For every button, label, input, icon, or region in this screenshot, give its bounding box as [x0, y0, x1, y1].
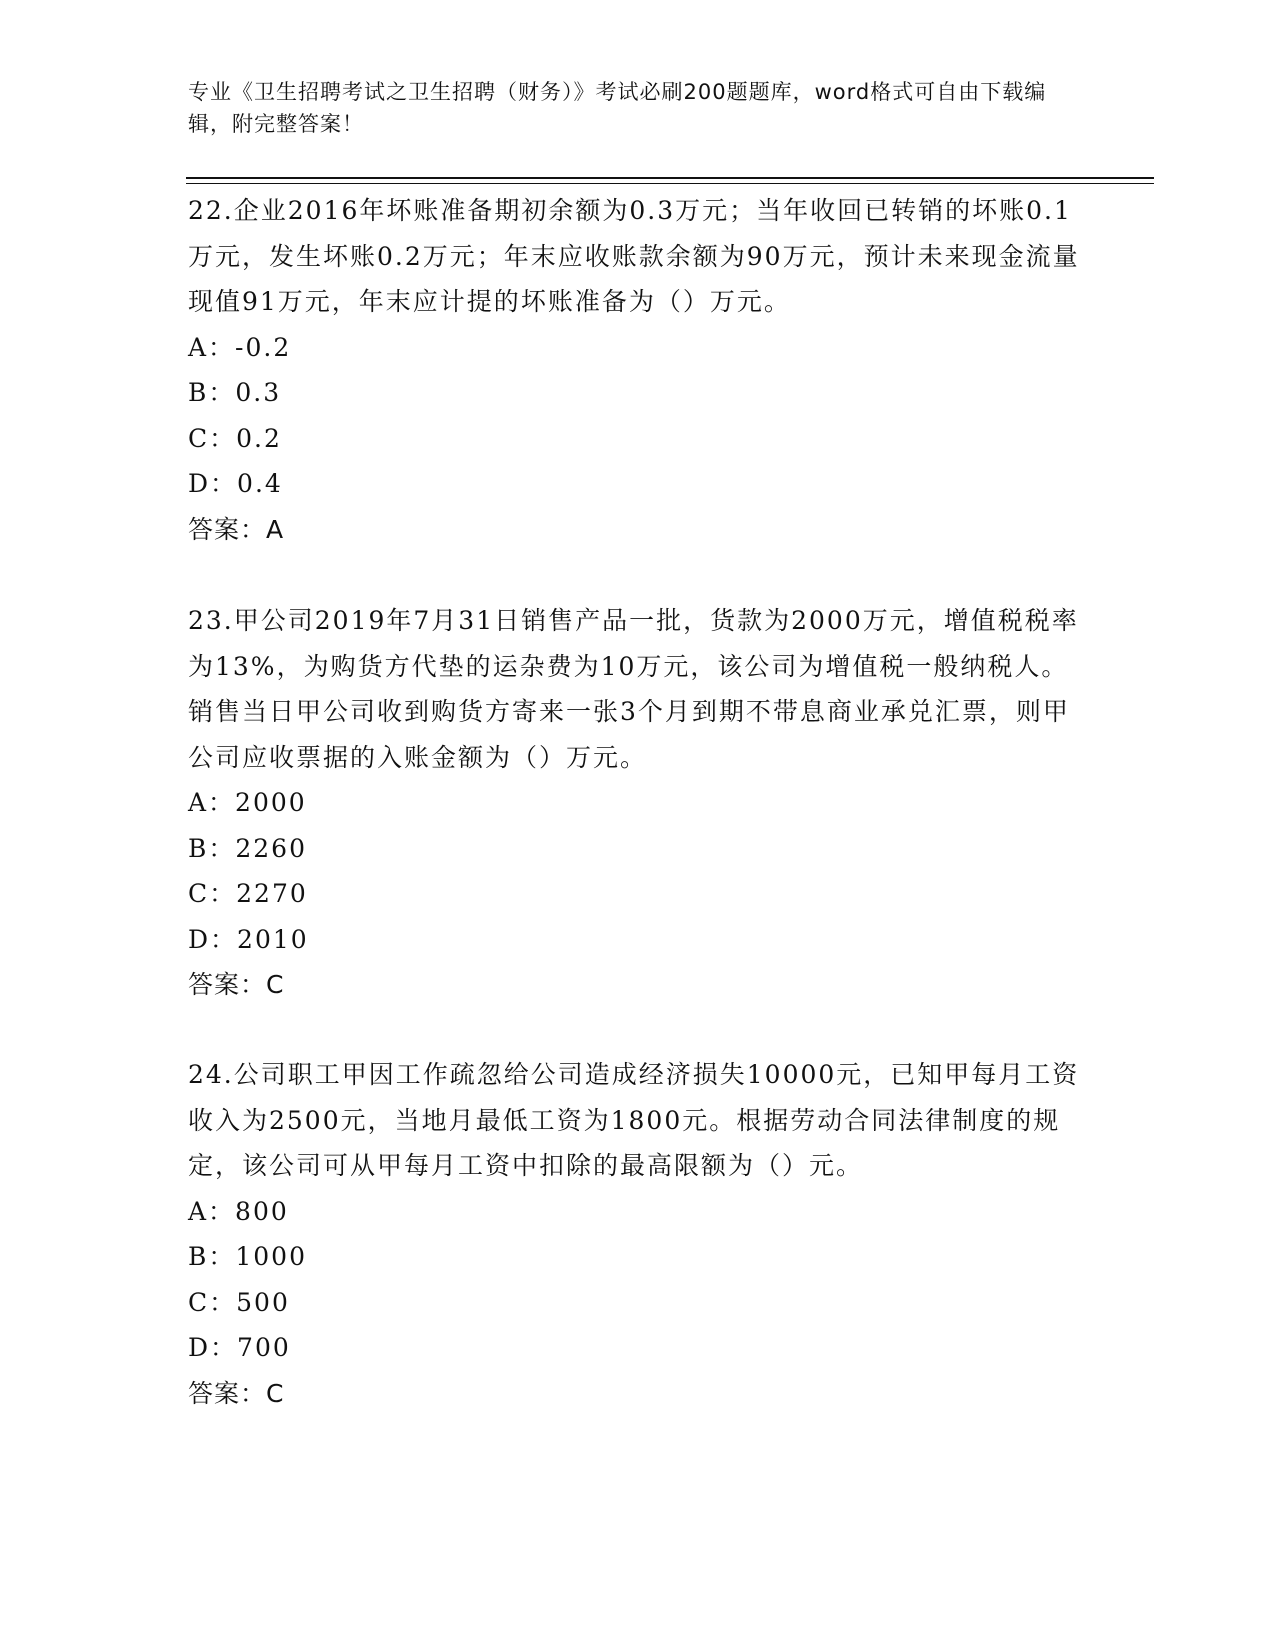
answer-line: 答案：A — [188, 514, 285, 544]
answer-line: 答案：C — [188, 1378, 285, 1408]
option-d: D：0.4 — [188, 469, 283, 498]
option-a: A：800 — [188, 1196, 289, 1226]
question-23 — [188, 598, 1088, 1008]
option-a: A：-0.2 — [188, 332, 292, 362]
header-divider-thick — [186, 177, 1154, 179]
option-b: B：1000 — [188, 1242, 307, 1271]
option-d: D：700 — [188, 1333, 291, 1362]
header-divider-thin — [186, 183, 1154, 184]
option-c: C：500 — [188, 1287, 290, 1317]
question-24 — [188, 1052, 1088, 1417]
question-stem: 24.公司职工甲因工作疏忽给公司造成经济损失10000元，已知甲每月工资收入为2500元，当地月最低工资为1800元。根据劳动合同法律制度的规定，该公司可从甲每月工资中扣除的最高限额为（）元。 — [188, 1060, 1080, 1180]
answer-line: 答案：C — [188, 970, 285, 999]
option-b: B：0.3 — [188, 378, 282, 407]
document-header: 专业《卫生招聘考试之卫生招聘（财务）》考试必刷200题题库，word格式可自由下载编辑，附完整答案！ — [188, 80, 1047, 136]
option-b: B：2260 — [188, 833, 307, 863]
question-stem: 22.企业2016年坏账准备期初余额为0.3万元；当年收回已转销的坏账0.1万元，发生坏账0.2万元；年末应收账款余额为90万元，预计未来现金流量现值91万元，年末应计提的坏账准备为（）万元。 — [188, 196, 1080, 316]
question-stem: 23.甲公司2019年7月31日销售产品一批，货款为2000万元，增值税税率为13%，为购货方代垫的运杂费为10万元，该公司为增值税一般纳税人。销售当日甲公司收到购货方寄来一张3个月到期不带息商业承兑汇票，则甲公司应收票据的入账金额为（）万元。 — [188, 606, 1079, 772]
question-22 — [188, 188, 1088, 553]
option-c: C：2270 — [188, 879, 308, 908]
option-c: C：0.2 — [188, 423, 282, 453]
option-d: D：2010 — [188, 924, 309, 954]
option-a: A：2000 — [188, 788, 307, 817]
